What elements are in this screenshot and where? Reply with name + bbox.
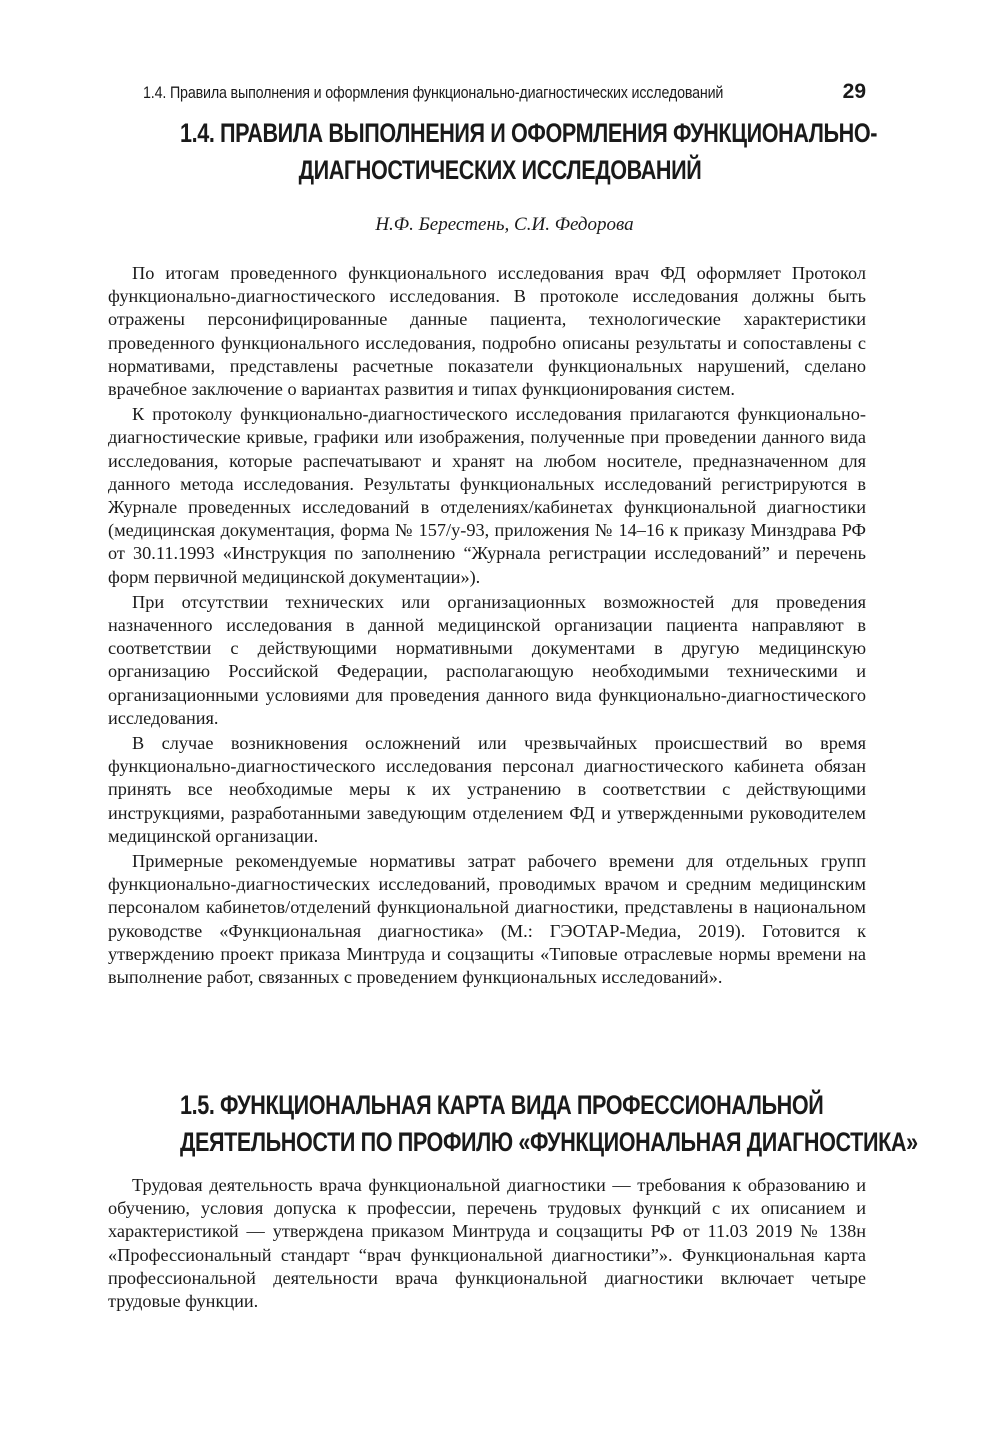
section-1-4-body (108, 262, 866, 991)
section-1-5-heading (100, 1087, 918, 1161)
page-number: 29 (842, 80, 866, 103)
paragraph: В случае возникновения осложнений или чрезвычайных происшествий во время функционально-диагностического исследования персонал диагностического кабинета обязан принять все необходимые меры к их устранению в соответствии с действующими инструкциями, разработанными заведующим отделением ФД и утвержденными руководителем медицинской организации. (108, 733, 866, 846)
section-1-4-heading (100, 115, 900, 189)
paragraph: При отсутствии технических или организационных возможностей для проведения назначенного исследования в данной медицинской организации пациента направляют в соответствии с действующими нормативными документами в другую медицинскую организацию Российской Федерации, располагающую необходимыми техническими и организационными условиями для проведения данного вида функционально-диагностического исследования. (108, 591, 866, 728)
running-title: 1.4. Правила выполнения и оформления функционально-диагностических исследований (143, 83, 724, 102)
section-1-4-heading-line2: ДИАГНОСТИЧЕСКИХ ИССЛЕДОВАНИЙ (298, 155, 702, 185)
section-1-4-authors: Н.Ф. Берестень, С.И. Федорова (375, 214, 634, 235)
paragraph: К протоколу функционально-диагностического исследования прилагаются функционально-диагностические кривые, графики или изображения, полученные при проведении данного вида исследования, которые распечатывают и хранят на любом носителе, предназначенном для данного метода исследования. Результаты функциональных исследований регистрируются в Журнале проведенных исследований в отделениях/кабинетах функциональной диагностики (медицинская документация, форма № 157/у-93, приложения № 14–16 к приказу Минздрава РФ от 30.11.1993 «Инструкция по заполнению “Журнала регистрации исследований” и перечень форм первичной медицинской документации»). (108, 404, 866, 587)
paragraph: Трудовая деятельность врача функциональной диагностики — требования к образованию и обучению, условия допуска к профессии, перечень трудовых функций с их описанием и характеристикой — утверждена приказом Минтруда и соцзащиты РФ от 11.03 2019 № 138н «Профессиональный стандарт “врач функциональной диагностики”». Функциональная карта профессиональной деятельности врача функциональной диагностики включает четыре трудовые функции. (108, 1175, 866, 1312)
running-header (143, 80, 866, 110)
section-1-5-body (108, 1174, 866, 1315)
section-1-5-heading-line1: 1.5. ФУНКЦИОНАЛЬНАЯ КАРТА ВИДА ПРОФЕССИОНАЛЬНОЙ (180, 1090, 824, 1120)
section-1-4-heading-line1: 1.4. ПРАВИЛА ВЫПОЛНЕНИЯ И ОФОРМЛЕНИЯ ФУНКЦИОНАЛЬНО- (180, 118, 878, 148)
section-1-5-heading-line2: ДЕЯТЕЛЬНОСТИ ПО ПРОФИЛЮ «ФУНКЦИОНАЛЬНАЯ ДИАГНОСТИКА» (180, 1127, 918, 1157)
paragraph: Примерные рекомендуемые нормативы затрат рабочего времени для отдельных групп функционально-диагностических исследований, проводимых врачом и средним медицинским персоналом кабинетов/отделений функциональной диагностики, представлены в национальном руководстве «Функциональная диагностика» (М.: ГЭОТАР-Медиа, 2019). Готовится к утверждению проект приказа Минтруда и соцзащиты «Типовые отраслевые нормы времени на выполнение работ, связанных с проведением функциональных исследований». (108, 851, 866, 988)
paragraph: По итогам проведенного функционального исследования врач ФД оформляет Протокол функционально-диагностического исследования. В протоколе исследования должны быть отражены персонифицированные данные пациента, технологические характеристики проведенного функционального исследования, подробно описаны результаты и сопоставлены с нормативами, представлены расчетные показатели функциональных нарушений, сделано врачебное заключение о вариантах развития и типах функционирования систем. (108, 263, 866, 400)
